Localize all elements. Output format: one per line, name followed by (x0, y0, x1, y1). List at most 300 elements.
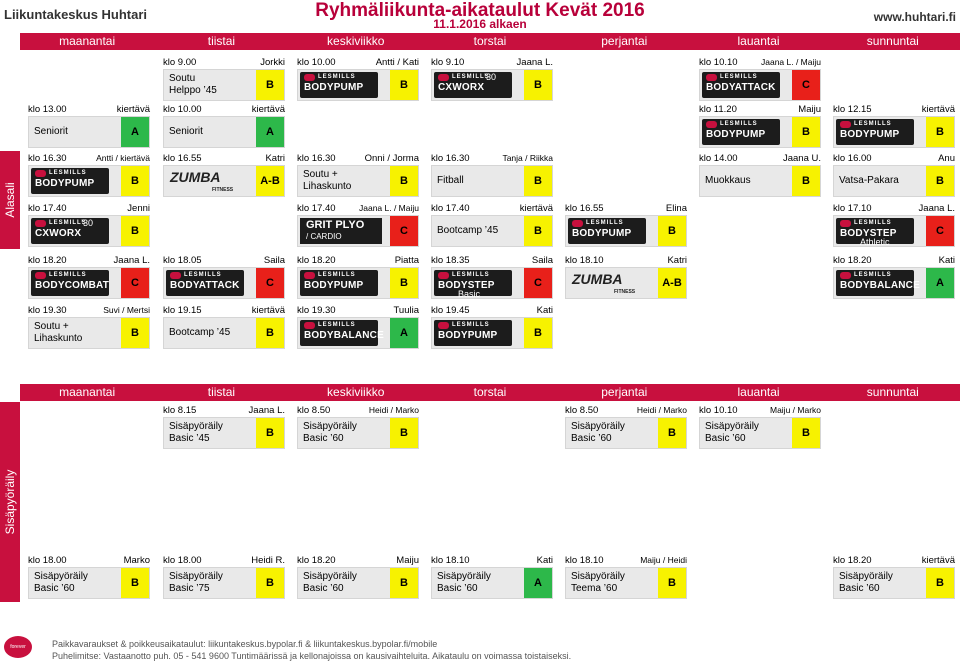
class-time: klo 17.10 (833, 203, 872, 214)
class-name: Bootcamp ’45 (437, 225, 499, 236)
section-label-alasali: Alasali (0, 151, 20, 249)
lesmills-brand: LESMILLS (318, 322, 356, 328)
level-badge: B (121, 318, 149, 348)
class-box (28, 215, 150, 247)
class-box (297, 267, 419, 299)
lesmills-logo (836, 119, 914, 145)
class-instructor: Heidi / Marko (636, 405, 687, 415)
class-cell[interactable] (833, 104, 955, 150)
class-cell[interactable] (163, 104, 285, 150)
class-time: klo 19.45 (431, 305, 470, 316)
class-cell[interactable] (297, 305, 419, 351)
lesmills-brand: LESMILLS (854, 272, 892, 278)
class-time: klo 8.50 (297, 405, 331, 416)
lesmills-icon (170, 272, 181, 279)
class-name: Vatsa-Pakara (839, 175, 899, 186)
class-name: Soutu Helppo ’45 (169, 73, 217, 96)
level-badge: C (792, 70, 820, 100)
program-name: BODYPUMP (572, 228, 632, 239)
class-name: Sisäpyöräily Basic ’60 (303, 421, 357, 444)
class-name: Sisäpyöräily Basic ’60 (839, 571, 893, 594)
class-cell[interactable] (297, 153, 419, 199)
level-badge: A (121, 117, 149, 147)
class-box (833, 116, 955, 148)
class-time: klo 10.00 (163, 104, 202, 115)
class-box (833, 165, 955, 197)
class-cell[interactable] (297, 555, 419, 601)
level-badge: B (256, 568, 284, 598)
class-cell[interactable] (431, 153, 553, 199)
day-2: keskiviikko (327, 34, 385, 48)
grit-name: GRIT PLYO (306, 219, 365, 231)
class-name: Soutu + Lihaskunto (303, 169, 352, 192)
level-badge: B (926, 166, 954, 196)
lesmills-brand: LESMILLS (452, 74, 490, 80)
class-instructor: Tuulia (393, 305, 419, 316)
class-box (163, 317, 285, 349)
lesmills-icon (304, 272, 315, 279)
class-instructor: Kati (938, 255, 955, 266)
level-badge: B (524, 216, 552, 246)
class-box (28, 116, 150, 148)
duration-label: ’30 (484, 72, 497, 82)
lesmills-logo (702, 119, 780, 145)
class-instructor: Maiju / Heidi (640, 555, 687, 565)
class-time: klo 14.00 (699, 153, 738, 164)
class-box (699, 165, 821, 197)
class-time: klo 18.20 (833, 255, 872, 266)
class-cell[interactable] (833, 255, 955, 301)
lesmills-icon (572, 220, 583, 227)
class-instructor: Heidi R. (251, 555, 285, 566)
class-cell[interactable] (699, 405, 821, 451)
class-time: klo 10.10 (699, 405, 738, 416)
class-box (565, 215, 687, 247)
level-badge: B (926, 568, 954, 598)
class-cell[interactable] (833, 203, 955, 249)
program-variant: Athletic (860, 237, 890, 247)
class-time: klo 11.20 (699, 104, 737, 115)
level-badge: B (524, 318, 552, 348)
class-name: Fitball (437, 175, 464, 186)
zumba-logo: ZUMBA FITNESS (170, 169, 234, 193)
lesmills-logo (568, 218, 646, 244)
class-box (28, 317, 150, 349)
lesmills-brand: LESMILLS (318, 74, 356, 80)
class-box (297, 69, 419, 101)
lesmills-logo (31, 218, 109, 244)
class-box (431, 317, 553, 349)
class-time: klo 18.20 (833, 555, 872, 566)
class-cell[interactable] (297, 203, 419, 249)
level-badge: B (390, 70, 418, 100)
level-badge: B (121, 166, 149, 196)
class-box (699, 69, 821, 101)
level-badge: B (792, 117, 820, 147)
page-title: Ryhmäliikunta-aikataulut Kevät 2016 (315, 0, 645, 21)
class-cell[interactable] (431, 57, 553, 103)
lesmills-brand: LESMILLS (854, 121, 892, 127)
class-box (431, 165, 553, 197)
zumba-fitness: FITNESS (614, 289, 636, 295)
class-box (833, 567, 955, 599)
class-time: klo 12.15 (833, 104, 872, 115)
class-time: klo 19.15 (163, 305, 202, 316)
page-subtitle: 11.1.2016 alkaen (433, 17, 527, 31)
class-time: klo 8.15 (163, 405, 197, 416)
class-instructor: Antti / kiertävä (96, 153, 150, 163)
level-badge: B (390, 568, 418, 598)
program-name: BODYSTEP (840, 228, 897, 239)
class-instructor: Jorkki (260, 57, 285, 68)
class-cell[interactable] (297, 405, 419, 451)
class-time: klo 10.10 (699, 57, 738, 68)
class-time: klo 18.35 (431, 255, 470, 266)
level-badge: B (792, 166, 820, 196)
lesmills-brand: LESMILLS (720, 121, 758, 127)
lesmills-logo (434, 320, 512, 346)
class-box (28, 567, 150, 599)
class-instructor: kiertävä (519, 203, 553, 214)
day-4: perjantai (601, 385, 648, 399)
level-badge: A-B (658, 268, 686, 298)
class-instructor: kiertävä (921, 555, 955, 566)
footer-phone-info: Puhelimitse: Vastaanotto puh. 05 - 541 9600 Tuntimäärissä ja kellonajoissa on kausivaihteluita. Aikataulu on voimassa toistaiseksi. (52, 651, 572, 661)
class-name: Muokkaus (705, 175, 751, 186)
day-5: lauantai (737, 34, 780, 48)
class-name: Bootcamp ’45 (169, 327, 231, 338)
program-name: BODYPUMP (35, 178, 95, 189)
class-box (28, 267, 150, 299)
lesmills-icon (304, 74, 315, 81)
class-time: klo 16.55 (163, 153, 202, 164)
lesmills-icon (840, 121, 851, 128)
lesmills-brand: LESMILLS (49, 220, 87, 226)
lesmills-brand: LESMILLS (318, 272, 356, 278)
class-time: klo 16.00 (833, 153, 872, 164)
class-instructor: Kati (536, 305, 553, 316)
level-badge: B (524, 166, 552, 196)
class-box (297, 317, 419, 349)
level-badge: B (524, 70, 552, 100)
program-name: BODYPUMP (304, 280, 364, 291)
class-cell[interactable] (28, 203, 150, 249)
class-time: klo 19.30 (28, 305, 67, 316)
level-badge: C (121, 268, 149, 298)
class-name: Sisäpyöräily Basic ’75 (169, 571, 223, 594)
day-3: torstai (473, 34, 507, 48)
class-time: klo 18.05 (163, 255, 202, 266)
section-label-sisapyoraily: Sisäpyöräily (0, 402, 20, 602)
lesmills-icon (35, 272, 46, 279)
program-name: CXWORX (35, 228, 82, 239)
class-name: Sisäpyöräily Basic ’60 (705, 421, 759, 444)
day-6: sunnuntai (866, 34, 919, 48)
lesmills-icon (706, 121, 717, 128)
class-instructor: Tanja / Riikka (502, 153, 553, 163)
class-time: klo 18.00 (28, 555, 67, 566)
class-cell[interactable] (699, 57, 821, 103)
class-cell[interactable] (699, 104, 821, 150)
lesmills-logo (300, 72, 378, 98)
class-time: klo 16.55 (565, 203, 604, 214)
class-box (565, 567, 687, 599)
level-badge: C (390, 216, 418, 246)
class-box (833, 215, 955, 247)
class-instructor: Suvi / Mertsi (103, 305, 150, 315)
class-cell[interactable] (163, 555, 285, 601)
level-badge: A (524, 568, 552, 598)
day-2: keskiviikko (327, 385, 385, 399)
gym-name: Liikuntakeskus Huhtari (4, 7, 148, 22)
program-name: BODYPUMP (706, 129, 766, 140)
class-cell[interactable] (565, 405, 687, 451)
class-cell[interactable] (565, 203, 687, 249)
class-name: Sisäpyöräily Basic ’60 (34, 571, 88, 594)
class-instructor: Jaana L. (113, 255, 150, 266)
lesmills-brand: LESMILLS (49, 170, 87, 176)
day-4: perjantai (601, 34, 648, 48)
class-instructor: Katri (667, 255, 687, 266)
class-time: klo 18.10 (565, 255, 604, 266)
class-cell[interactable] (297, 57, 419, 103)
level-badge: A (926, 268, 954, 298)
level-badge: B (121, 568, 149, 598)
class-name: Sisäpyöräily Basic ’60 (303, 571, 357, 594)
lesmills-logo (702, 72, 780, 98)
class-cell[interactable] (833, 153, 955, 199)
footer-booking-info: Paikkavaraukset & poikkeusaikataulut: liikuntakeskus.bypolar.fi & liikuntakeskus.bypolar.fi/mobile (52, 639, 438, 649)
level-badge: A (256, 117, 284, 147)
level-badge: C (524, 268, 552, 298)
class-box (431, 215, 553, 247)
lesmills-icon (438, 322, 449, 329)
class-time: klo 16.30 (28, 153, 67, 164)
lesmills-logo (31, 168, 109, 194)
class-box (163, 116, 285, 148)
class-instructor: Jaana L. / Maiju (760, 57, 821, 67)
day-header-bottom (20, 384, 960, 401)
class-box (163, 567, 285, 599)
level-badge: B (658, 418, 686, 448)
lesmills-icon (438, 272, 449, 279)
class-cell[interactable] (565, 255, 687, 301)
class-time: klo 16.30 (297, 153, 336, 164)
lesmills-logo (836, 218, 914, 247)
level-badge: B (390, 418, 418, 448)
class-time: klo 18.10 (565, 555, 604, 566)
class-cell[interactable] (297, 255, 419, 301)
class-box (297, 567, 419, 599)
class-time: klo 19.30 (297, 305, 336, 316)
class-instructor: Katri (265, 153, 285, 164)
class-time: klo 18.00 (163, 555, 202, 566)
day-5: lauantai (737, 385, 780, 399)
class-instructor: Kati (536, 555, 553, 566)
day-0: maanantai (59, 385, 116, 399)
class-cell[interactable] (431, 305, 553, 351)
class-instructor: Jaana L. / Maiju (358, 203, 419, 213)
lesmills-icon (840, 220, 851, 227)
program-name: BODYBALANCE (304, 330, 384, 341)
class-instructor: kiertävä (116, 104, 150, 115)
grit-sub: / CARDIO (306, 232, 342, 241)
class-cell[interactable] (28, 255, 150, 301)
class-box (163, 417, 285, 449)
class-time: klo 18.20 (28, 255, 67, 266)
class-instructor: Antti / Kati (375, 57, 419, 68)
class-name: Seniorit (34, 126, 68, 137)
day-header-top (20, 33, 960, 50)
level-badge: A (390, 318, 418, 348)
day-0: maanantai (59, 34, 116, 48)
program-name: BODYATTACK (706, 82, 776, 93)
class-cell[interactable] (163, 305, 285, 351)
lesmills-brand: LESMILLS (586, 220, 624, 226)
forever-logo: forever (4, 636, 32, 658)
website-link[interactable]: www.huhtari.fi (873, 10, 956, 24)
class-box (297, 215, 419, 247)
level-badge: B (256, 418, 284, 448)
class-instructor: Maiju / Marko (769, 405, 821, 415)
class-time: klo 17.40 (297, 203, 336, 214)
class-time: klo 13.00 (28, 104, 67, 115)
lesmills-logo (434, 270, 512, 299)
lesmills-icon (438, 74, 449, 81)
class-time: klo 8.50 (565, 405, 599, 416)
lesmills-logo (434, 72, 512, 98)
class-cell[interactable] (28, 153, 150, 199)
class-cell[interactable] (565, 555, 687, 601)
class-instructor: kiertävä (251, 305, 285, 316)
lesmills-brand: LESMILLS (720, 74, 758, 80)
class-box (297, 417, 419, 449)
program-name: BODYBALANCE (840, 280, 920, 291)
lesmills-logo (300, 270, 378, 296)
class-cell[interactable] (163, 57, 285, 103)
duration-label: ’30 (81, 218, 94, 228)
program-name: BODYPUMP (438, 330, 498, 341)
class-time: klo 9.00 (163, 57, 197, 68)
level-badge: B (256, 70, 284, 100)
class-instructor: Maiju (798, 104, 821, 115)
lesmills-logo (300, 320, 384, 346)
class-cell[interactable] (431, 255, 553, 301)
class-instructor: Maiju (396, 555, 419, 566)
lesmills-brand: LESMILLS (452, 322, 490, 328)
grit-logo (300, 218, 382, 244)
lesmills-icon (35, 170, 46, 177)
class-cell[interactable] (833, 555, 955, 601)
level-badge: C (926, 216, 954, 246)
class-instructor: Heidi / Marko (368, 405, 419, 415)
class-box (431, 567, 553, 599)
class-instructor: Elina (665, 203, 687, 214)
program-name: BODYATTACK (170, 280, 240, 291)
lesmills-brand: LESMILLS (854, 220, 892, 226)
class-box (163, 165, 285, 197)
class-box (431, 69, 553, 101)
class-box (833, 267, 955, 299)
class-instructor: Jaana L. (516, 57, 553, 68)
class-instructor: Jaana U. (782, 153, 821, 164)
class-box (431, 267, 553, 299)
class-cell[interactable] (163, 255, 285, 301)
level-badge: B (390, 268, 418, 298)
class-instructor: Anu (938, 153, 955, 164)
class-time: klo 18.20 (297, 255, 336, 266)
class-cell[interactable] (431, 203, 553, 249)
class-name: Seniorit (169, 126, 203, 137)
level-badge: B (121, 216, 149, 246)
lesmills-icon (840, 272, 851, 279)
level-badge: B (256, 318, 284, 348)
class-cell[interactable] (28, 555, 150, 601)
program-name: BODYPUMP (840, 129, 900, 140)
class-box (297, 165, 419, 197)
lesmills-icon (706, 74, 717, 81)
class-time: klo 9.10 (431, 57, 465, 68)
class-cell[interactable] (28, 104, 150, 150)
lesmills-icon (304, 322, 315, 329)
class-time: klo 10.00 (297, 57, 336, 68)
class-instructor: kiertävä (251, 104, 285, 115)
class-box (565, 267, 687, 299)
lesmills-brand: LESMILLS (184, 272, 222, 278)
class-time: klo 16.30 (431, 153, 470, 164)
program-name: BODYSTEP (438, 280, 495, 291)
class-cell[interactable] (163, 405, 285, 451)
class-cell[interactable] (431, 555, 553, 601)
class-instructor: Jenni (127, 203, 150, 214)
class-cell[interactable] (28, 305, 150, 351)
class-instructor: Piatta (394, 255, 419, 266)
day-3: torstai (473, 385, 507, 399)
class-box (163, 69, 285, 101)
class-instructor: Saila (263, 255, 285, 266)
day-6: sunnuntai (866, 385, 919, 399)
class-name: Sisäpyöräily Basic ’60 (437, 571, 491, 594)
zumba-fitness: FITNESS (212, 187, 234, 193)
lesmills-logo (166, 270, 244, 296)
class-instructor: Saila (531, 255, 553, 266)
class-time: klo 17.40 (28, 203, 67, 214)
class-instructor: kiertävä (921, 104, 955, 115)
lesmills-logo (836, 270, 920, 296)
zumba-logo: ZUMBA FITNESS (572, 271, 636, 295)
day-1: tiistai (207, 385, 236, 399)
class-box (699, 116, 821, 148)
class-instructor: Jaana L. (248, 405, 285, 416)
class-cell[interactable] (699, 153, 821, 199)
day-1: tiistai (207, 34, 236, 48)
class-cell[interactable] (163, 153, 285, 199)
program-name: BODYCOMBAT (35, 280, 110, 291)
class-name: Sisäpyöräily Basic ’45 (169, 421, 223, 444)
level-badge: B (390, 166, 418, 196)
class-name: Sisäpyöräily Basic ’60 (571, 421, 625, 444)
class-box (565, 417, 687, 449)
class-instructor: Jaana L. (918, 203, 955, 214)
level-badge: C (256, 268, 284, 298)
class-time: klo 17.40 (431, 203, 470, 214)
class-name: Soutu + Lihaskunto (34, 321, 83, 344)
class-box (699, 417, 821, 449)
program-name: CXWORX (438, 82, 485, 93)
level-badge: B (792, 418, 820, 448)
class-instructor: Onni / Jorma (364, 153, 419, 164)
program-name: BODYPUMP (304, 82, 364, 93)
